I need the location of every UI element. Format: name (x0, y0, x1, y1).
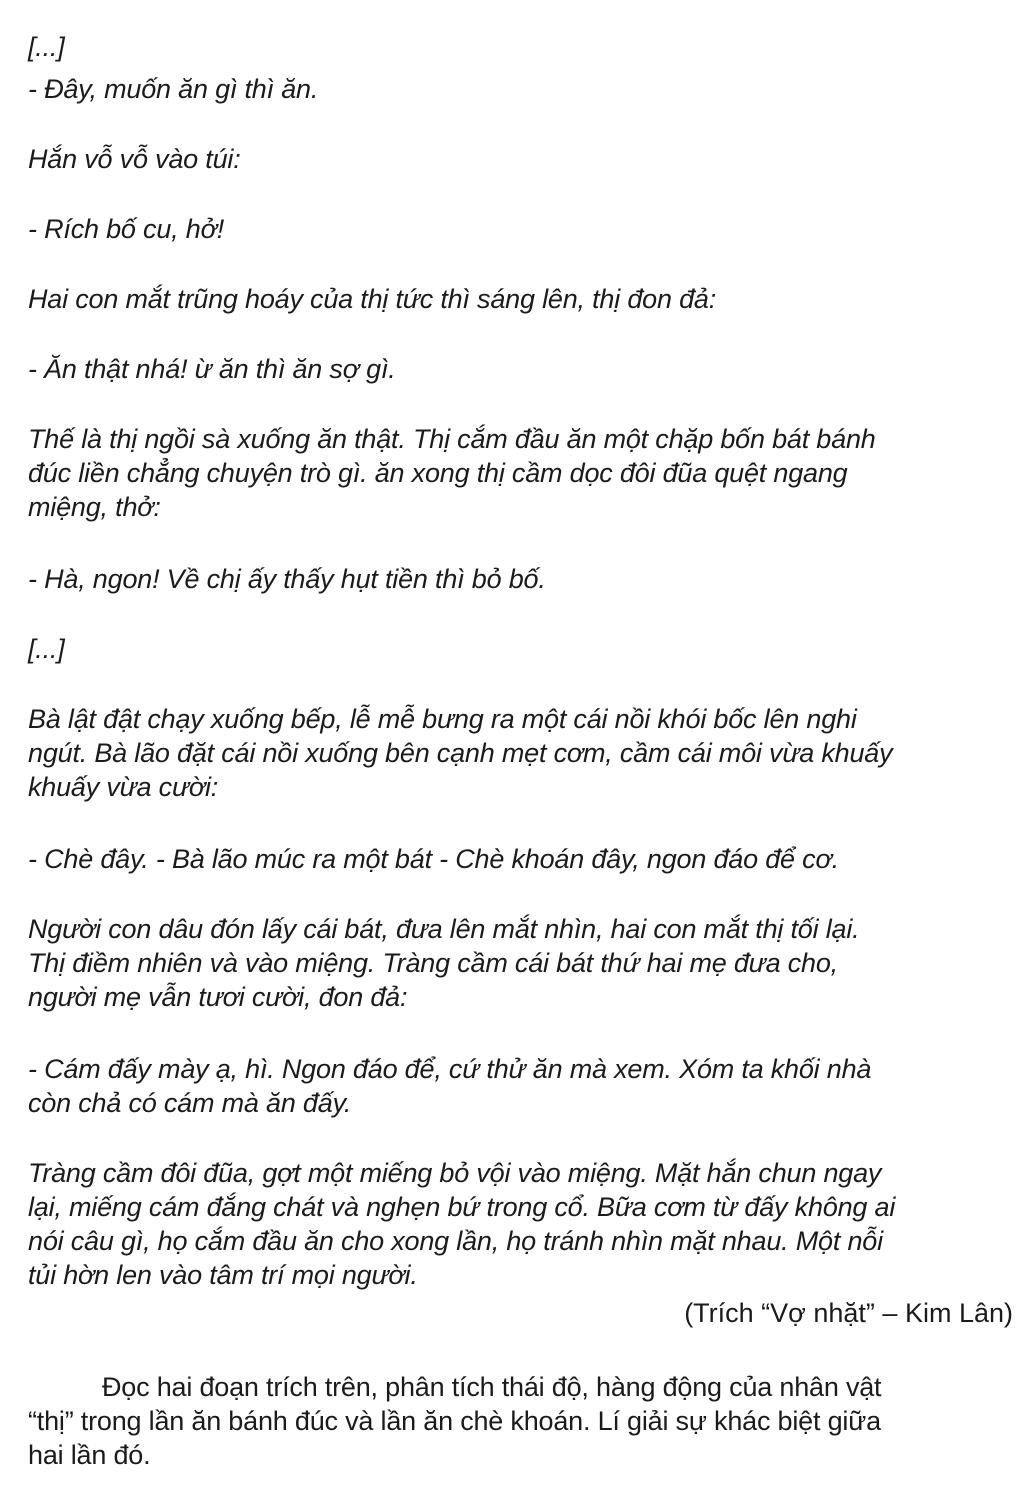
narration-line: Người con dâu đón lấy cái bát, đưa lên mắt nhìn, hai con mắt thị tối lại. (28, 914, 860, 944)
narration-line: Thế là thị ngồi sà xuống ăn thật. Thị cắm đầu ăn một chặp bốn bát bánh (28, 424, 876, 454)
narration-line: nói câu gì, họ cắm đầu ăn cho xong lần, họ tránh nhìn mặt nhau. Một nỗi (28, 1226, 883, 1256)
narration-line: ngút. Bà lão đặt cái nồi xuống bên cạnh mẹt cơm, cầm cái môi vừa khuấy (28, 738, 893, 768)
dialogue-line: - Hà, ngon! Về chị ấy thấy hụt tiền thì bỏ bố. (28, 564, 546, 594)
ellipsis-marker: [...] (28, 634, 65, 664)
narration-line: Thị điềm nhiên và vào miệng. Tràng cầm cái bát thứ hai mẹ đưa cho, (28, 948, 838, 978)
dialogue-line: còn chả có cám mà ăn đấy. (28, 1088, 352, 1118)
ellipsis-marker: [...] (28, 32, 65, 62)
dialogue-line: - Chè đây. - Bà lão múc ra một bát - Chè khoán đây, ngon đáo để cơ. (28, 844, 839, 874)
question-line: Đọc hai đoạn trích trên, phân tích thái độ, hàng động của nhân vật (102, 1372, 882, 1402)
dialogue-line: - Cám đấy mày ạ, hì. Ngon đáo để, cứ thử ăn mà xem. Xóm ta khối nhà (28, 1054, 872, 1084)
narration-line: Tràng cầm đôi đũa, gợt một miếng bỏ vội vào miệng. Mặt hắn chun ngay (28, 1158, 882, 1188)
dialogue-line: - Rích bố cu, hở! (28, 214, 225, 244)
narration-line: Hai con mắt trũng hoáy của thị tức thì sáng lên, thị đon đả: (28, 284, 717, 314)
dialogue-line: - Đây, muốn ăn gì thì ăn. (28, 74, 319, 104)
narration-line: lại, miếng cám đắng chát và nghẹn bứ trong cổ. Bữa cơm từ đấy không ai (28, 1192, 896, 1222)
question-line: hai lần đó. (28, 1440, 151, 1470)
narration-line: Bà lật đật chạy xuống bếp, lễ mễ bưng ra một cái nồi khói bốc lên nghi (28, 704, 857, 734)
narration-line: tủi hờn len vào tâm trí mọi người. (28, 1260, 418, 1290)
source-citation: (Trích “Vợ nhặt” – Kim Lân) (684, 1298, 1013, 1328)
narration-line: miệng, thở: (28, 492, 161, 522)
dialogue-line: - Ăn thật nhá! ừ ăn thì ăn sợ gì. (28, 354, 396, 384)
question-line: “thị” trong lần ăn bánh đúc và lần ăn chè khoán. Lí giải sự khác biệt giữa (28, 1406, 881, 1436)
narration-line: đúc liền chẳng chuyện trò gì. ăn xong thị cầm dọc đôi đũa quệt ngang (28, 458, 848, 488)
narration-line: Hắn vỗ vỗ vào túi: (28, 144, 241, 174)
narration-line: khuấy vừa cười: (28, 772, 219, 802)
narration-line: người mẹ vẫn tươi cười, đon đả: (28, 982, 408, 1012)
